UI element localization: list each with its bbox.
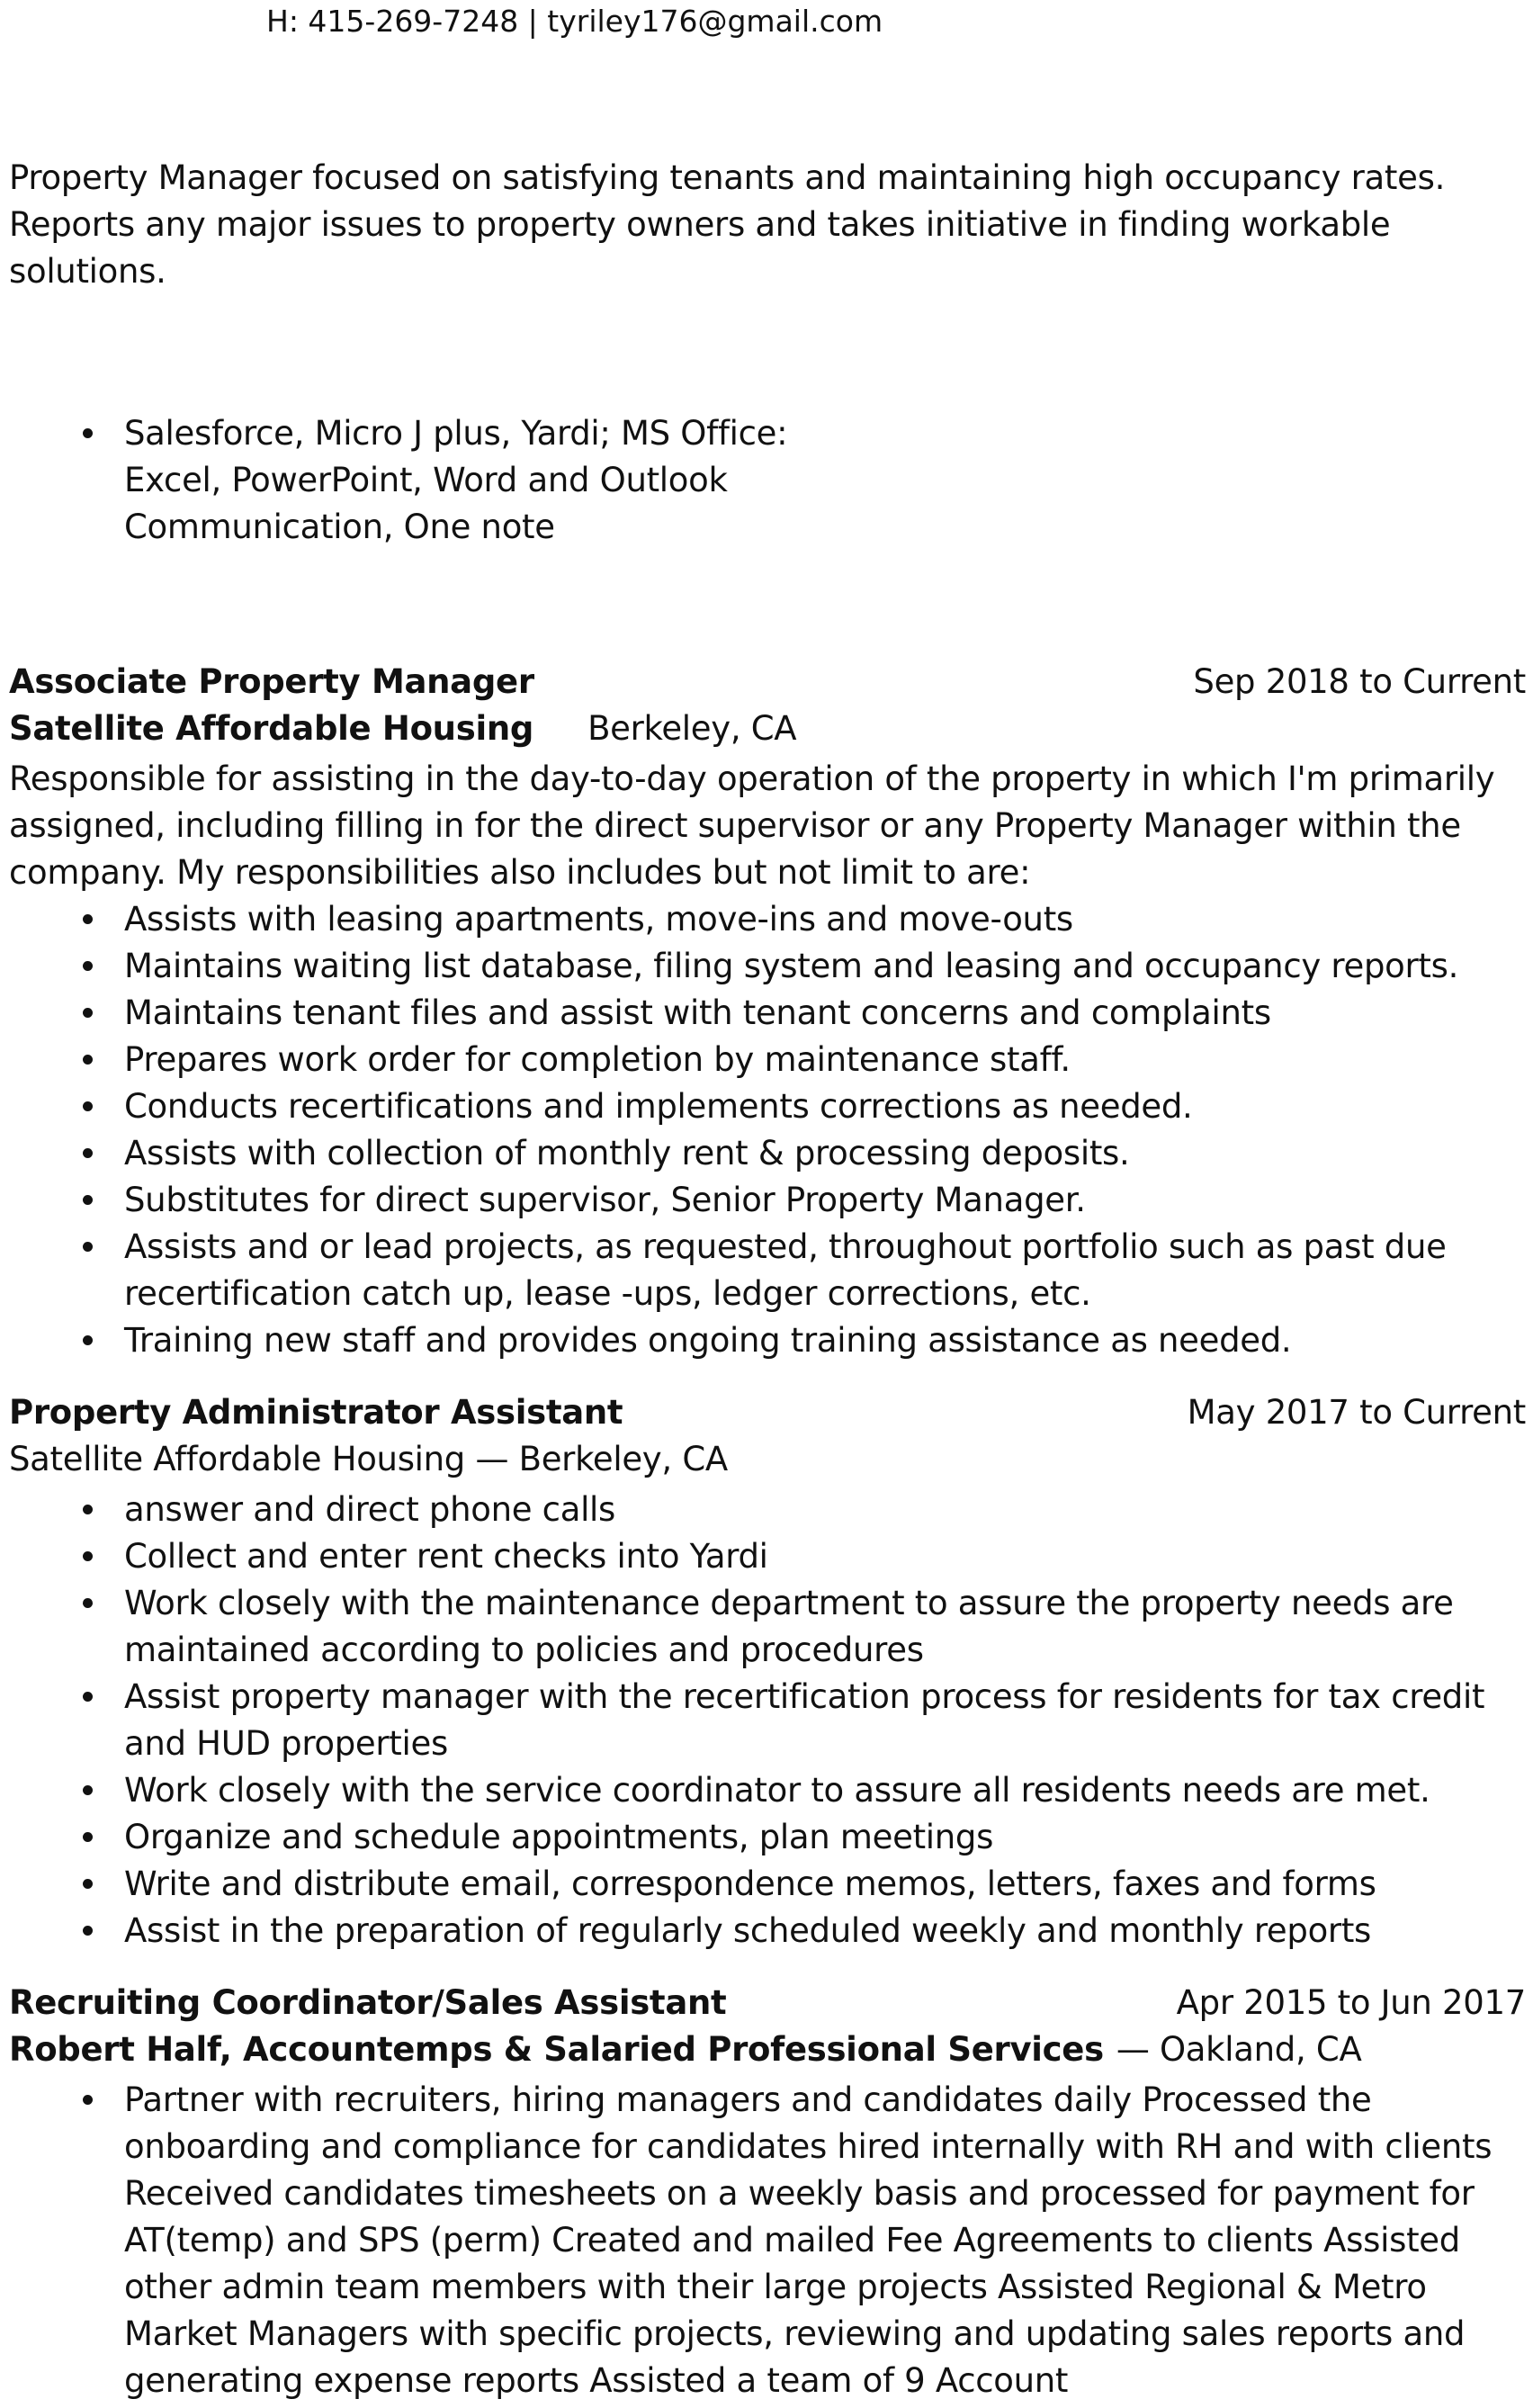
bullet-icon — [83, 1926, 93, 1936]
list-item: Assists with leasing apartments, move-ins and move-outs — [74, 896, 1520, 943]
bullet-icon — [83, 2095, 93, 2105]
summary-paragraph: Property Manager focused on satisfying tenants and maintaining high occupancy rates. Reports any major issues to property owners and takes initiative in finding workable solutions. — [9, 158, 1446, 291]
job-location: — Oakland, CA — [1116, 2030, 1362, 2069]
job-title: Associate Property Manager — [9, 662, 534, 701]
job-bullets-list — [74, 2077, 1520, 2404]
list-item: Assist property manager with the recertification process for residents for tax credit and HUD properties — [74, 1674, 1520, 1767]
bullet-icon — [83, 914, 93, 924]
bullet-icon — [83, 1242, 93, 1252]
job-bullets-list — [74, 1487, 1520, 1954]
bullet-icon — [83, 961, 93, 971]
contact-line: H: 415-269-7248 | tyriley176@gmail.com — [266, 4, 883, 39]
list-item: Training new staff and provides ongoing training assistance as needed. — [74, 1317, 1520, 1364]
list-item: Write and distribute email, correspondence memos, letters, faxes and forms — [74, 1861, 1520, 1908]
bullet-icon — [83, 1598, 93, 1608]
bullet-icon — [83, 1148, 93, 1158]
bullet-icon — [83, 1832, 93, 1842]
job-header-associate-property-manager — [9, 659, 1526, 752]
list-item: Prepares work order for completion by maintenance staff. — [74, 1037, 1520, 1083]
job-dates: Apr 2015 to Jun 2017 — [1176, 1983, 1526, 2022]
job-header-recruiting-coordinator — [9, 1980, 1526, 2073]
list-item: Collect and enter rent checks into Yardi — [74, 1533, 1520, 1580]
list-item: Maintains tenant files and assist with tenant concerns and complaints — [74, 990, 1520, 1037]
bullet-icon — [83, 1692, 93, 1702]
job-location: Berkeley, CA — [587, 709, 797, 748]
skills-list — [74, 410, 883, 551]
bullet-icon — [83, 1551, 93, 1561]
list-item: Assist in the preparation of regularly scheduled weekly and monthly reports — [74, 1908, 1520, 1954]
job-title: Recruiting Coordinator/Sales Assistant — [9, 1983, 727, 2022]
skills-item — [74, 410, 883, 551]
list-item: Partner with recruiters, hiring managers and candidates daily Processed the onboarding and compliance for candidates hired internally with RH and with clients Received candidates timesheets on a weekly basis and processed for payment for AT(temp) and SPS (perm) Created and mailed Fee Agreements to clients Assisted other admin team members with their large projects Assisted Regional & Metro Market Managers with specific projects, reviewing and updating sales reports and generating expense reports Assisted a team of 9 Account — [74, 2077, 1520, 2404]
job-dates: Sep 2018 to Current — [1193, 662, 1526, 701]
bullet-icon — [83, 1195, 93, 1205]
bullet-icon — [83, 1101, 93, 1111]
bullet-icon — [83, 1008, 93, 1018]
list-item: Maintains waiting list database, filing system and leasing and occupancy reports. — [74, 943, 1520, 990]
job-dates: May 2017 to Current — [1187, 1393, 1526, 1432]
job-description: Responsible for assisting in the day-to-day operation of the property in which I'm primarily assigned, including filling in for the direct supervisor or any Property Manager within the company. My responsibilities also includes but not limit to are: — [9, 759, 1495, 892]
bullet-icon — [83, 428, 93, 438]
list-item: Assists and or lead projects, as requested, throughout portfolio such as past due recertification catch up, lease -ups, ledger corrections, etc. — [74, 1224, 1520, 1317]
bullet-icon — [83, 1879, 93, 1889]
job-company: Satellite Affordable Housing — [9, 709, 534, 748]
list-item: Assists with collection of monthly rent & processing deposits. — [74, 1130, 1520, 1177]
list-item: answer and direct phone calls — [74, 1487, 1520, 1533]
bullet-icon — [83, 1785, 93, 1795]
list-item: Work closely with the maintenance department to assure the property needs are maintained according to policies and procedures — [74, 1580, 1520, 1674]
list-item: Work closely with the service coordinator to assure all residents needs are met. — [74, 1767, 1520, 1814]
bullet-icon — [83, 1335, 93, 1345]
bullet-icon — [83, 1505, 93, 1514]
job-bullets-list — [74, 896, 1520, 1364]
list-item: Substitutes for direct supervisor, Senior Property Manager. — [74, 1177, 1520, 1224]
job-header-property-administrator-assistant — [9, 1389, 1526, 1483]
job-title: Property Administrator Assistant — [9, 1393, 623, 1432]
job-company-line: Satellite Affordable Housing — Berkeley, CA — [9, 1440, 728, 1478]
list-item: Organize and schedule appointments, plan meetings — [74, 1814, 1520, 1861]
list-item: Conducts recertifications and implements corrections as needed. — [74, 1083, 1520, 1130]
skills-item-text: Salesforce, Micro J plus, Yardi; MS Office: Excel, PowerPoint, Word and Outlook Communication, One note — [124, 414, 788, 546]
bullet-icon — [83, 1055, 93, 1065]
job-company: Robert Half, Accountemps & Salaried Professional Services — [9, 2030, 1104, 2069]
